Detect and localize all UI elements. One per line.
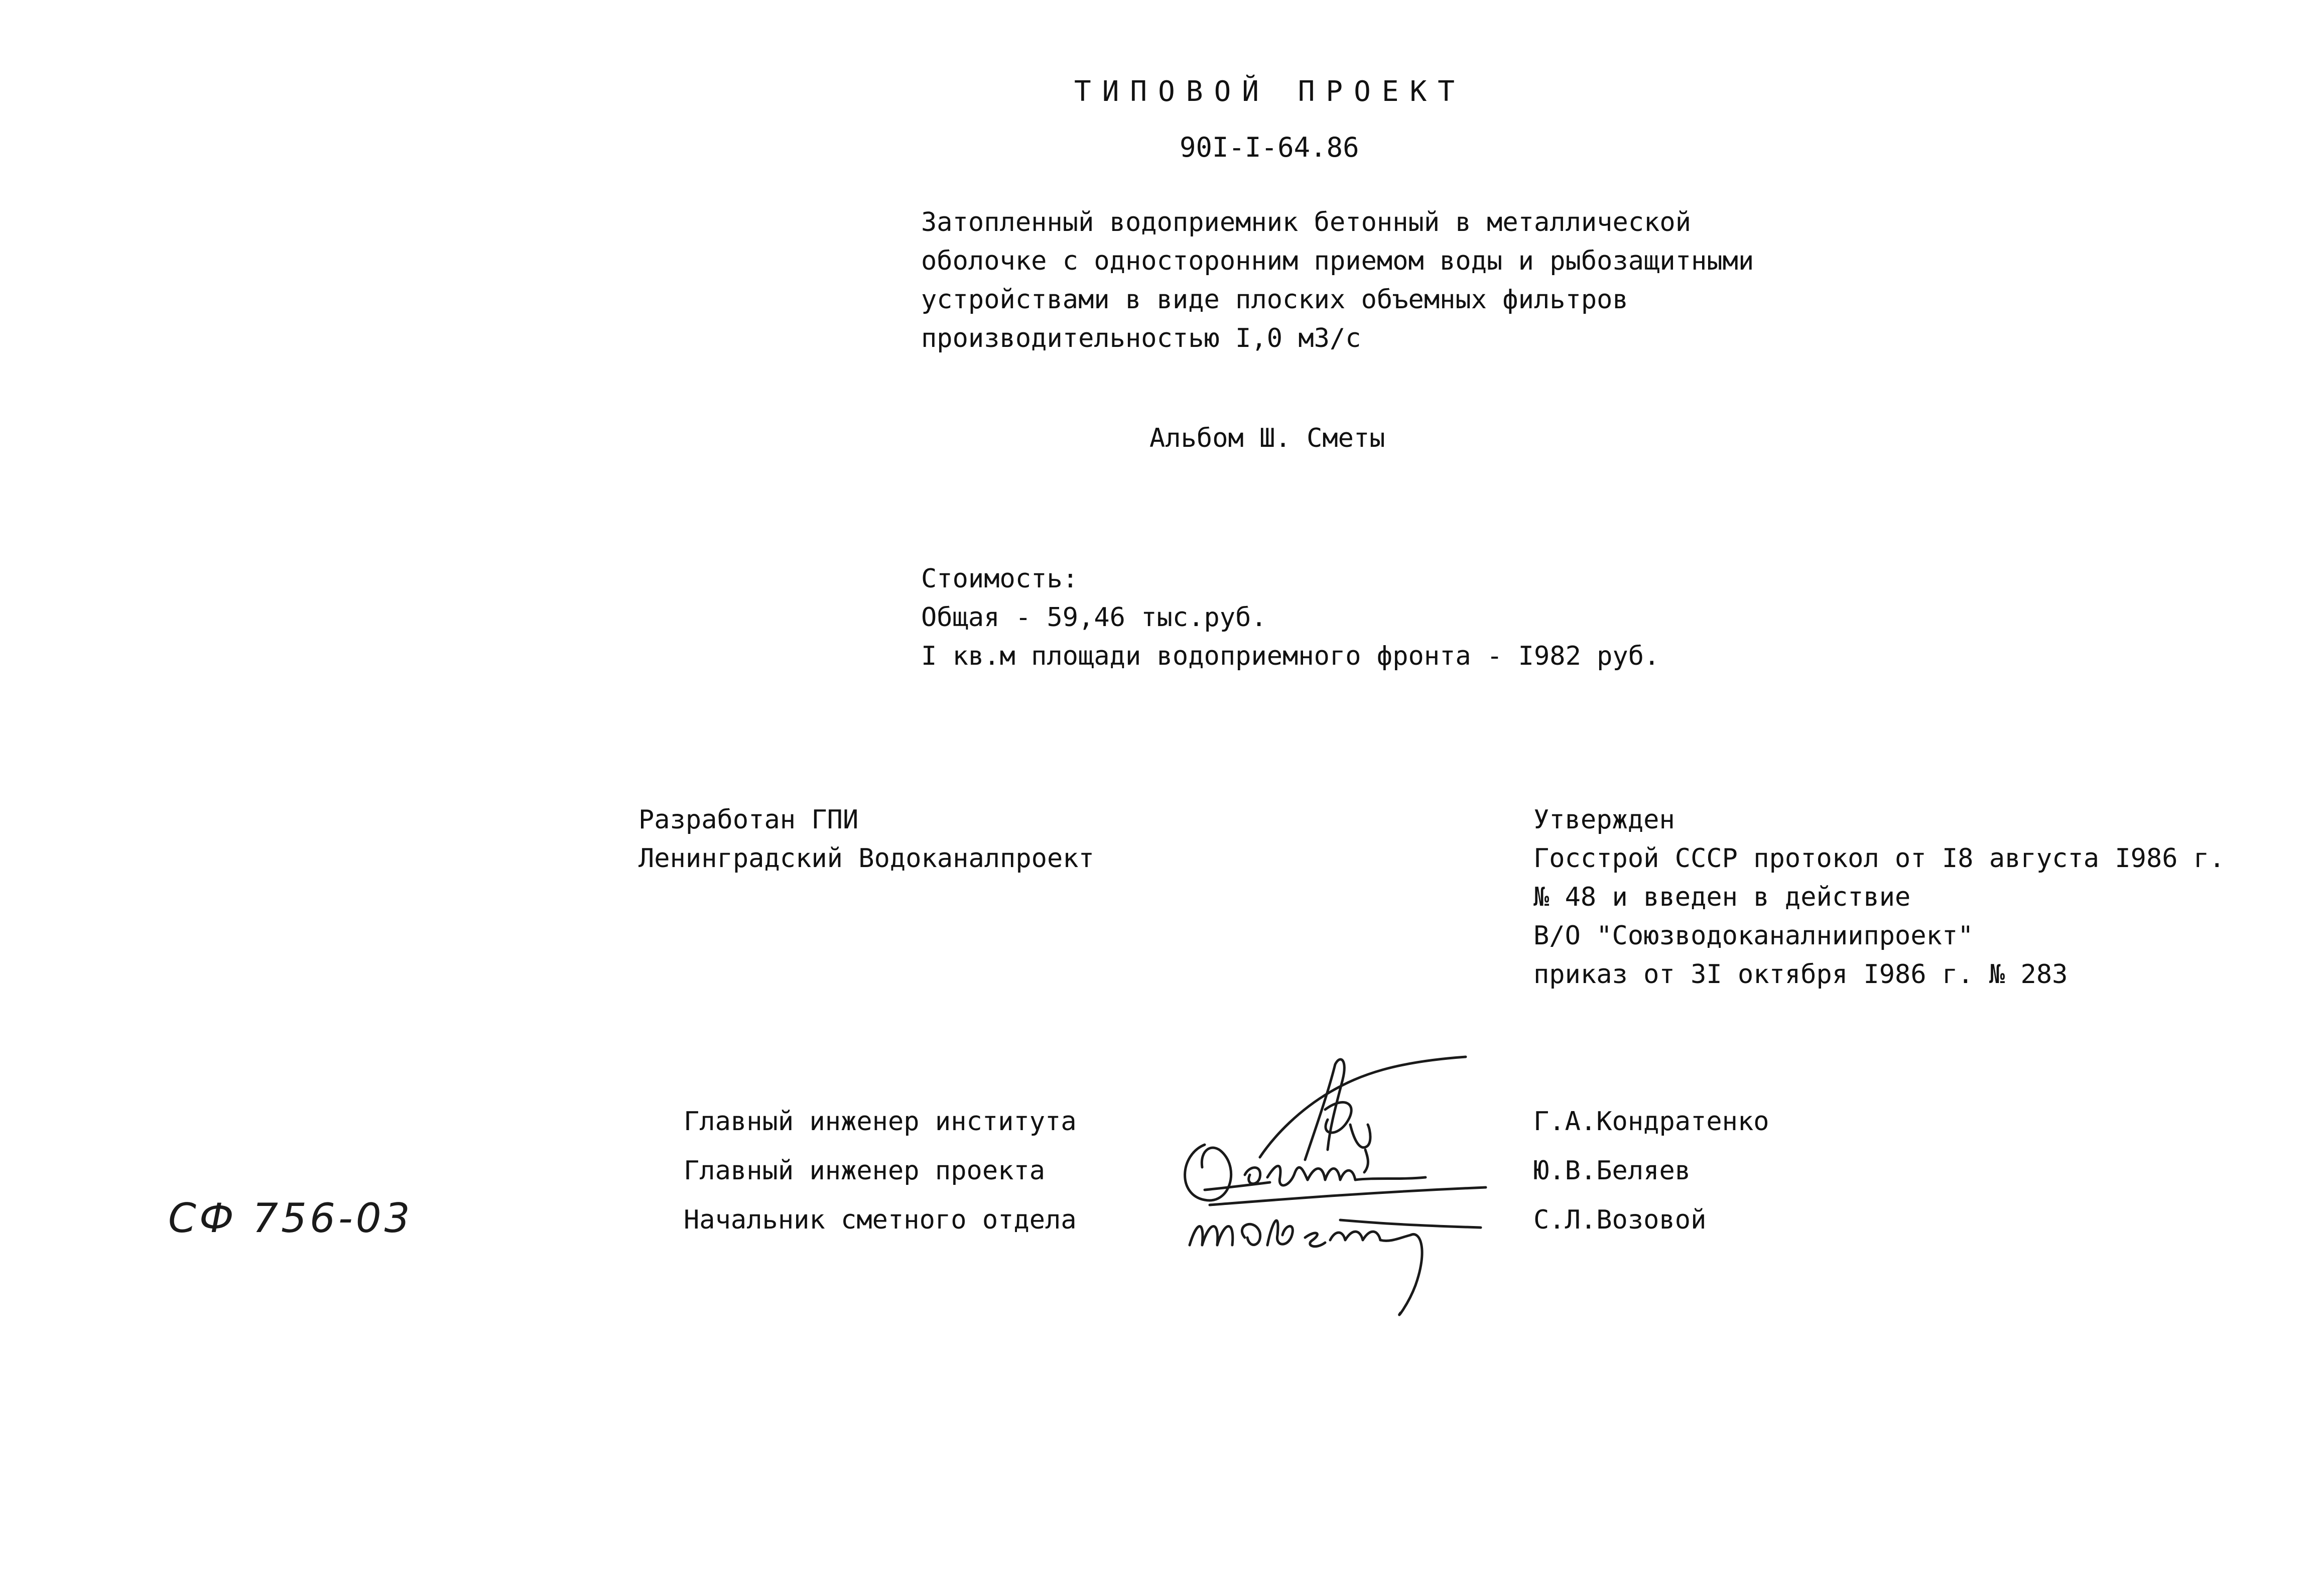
signatory-position: Начальник сметного отдела bbox=[684, 1205, 1077, 1235]
description-line: производительностью I,0 м3/с bbox=[921, 323, 1361, 353]
signatory-positions bbox=[684, 1097, 1077, 1245]
signature-head-estimate-department-icon bbox=[1180, 1190, 1491, 1325]
cost-total: Общая - 59,46 тыс.руб. bbox=[921, 602, 1267, 633]
cost-per-unit: I кв.м площади водоприемного фронта - I982 руб. bbox=[921, 641, 1660, 671]
approval-line: В/О "Союзводоканалниипроект" bbox=[1533, 921, 1974, 951]
project-number: 90I-I-64.86 bbox=[1180, 132, 1359, 163]
signatory-names bbox=[1533, 1097, 1769, 1245]
signatory-name: С.Л.Возовой bbox=[1533, 1205, 1707, 1235]
developer-line: Ленинградский Водоканалпроект bbox=[638, 843, 1094, 874]
signatory-name: Ю.В.Беляев bbox=[1533, 1156, 1691, 1186]
signatory-name: Г.А.Кондратенко bbox=[1533, 1107, 1769, 1137]
archive-code: СФ 756-03 bbox=[168, 1195, 413, 1242]
approval-line: приказ от 3I октября I986 г. № 283 bbox=[1533, 959, 2068, 990]
developer-line: Разработан ГПИ bbox=[638, 805, 859, 835]
description-line: устройствами в виде плоских объемных фильтров bbox=[921, 285, 1628, 315]
approval-line: Утвержден bbox=[1533, 805, 1675, 835]
project-description bbox=[921, 203, 1754, 358]
approval-line: Госстрой СССР протокол от I8 августа I986 г. bbox=[1533, 843, 2225, 874]
document-title: ТИПОВОЙ ПРОЕКТ bbox=[1074, 75, 1466, 108]
approval-line: № 48 и введен в действие bbox=[1533, 882, 1911, 912]
developer-block bbox=[638, 801, 1094, 878]
album-title: Альбом Ш. Сметы bbox=[1149, 423, 1385, 453]
description-line: Затопленный водоприемник бетонный в металлической bbox=[921, 207, 1692, 237]
signatory-position: Главный инженер института bbox=[684, 1107, 1077, 1137]
cost-block bbox=[921, 560, 1659, 676]
signatory-position: Главный инженер проекта bbox=[684, 1156, 1046, 1186]
approval-block bbox=[1533, 801, 2225, 994]
cost-heading: Стоимость: bbox=[921, 564, 1079, 594]
description-line: оболочке с односторонним приемом воды и рыбозащитными bbox=[921, 246, 1754, 276]
